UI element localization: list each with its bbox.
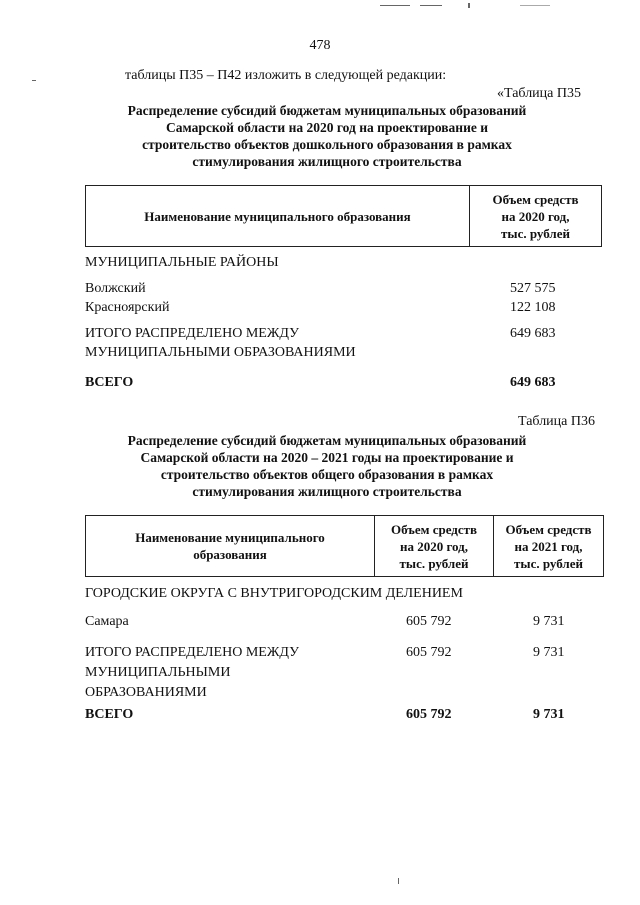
table-p36-title [92, 432, 562, 500]
table-p36-header-2020 [375, 516, 494, 577]
table-p36-header-2021 [494, 516, 604, 577]
table-p35-row-value: 527 575 [510, 281, 556, 296]
header-line: тыс. рублей [514, 555, 583, 571]
table-p35-section: МУНИЦИПАЛЬНЫЕ РАЙОНЫ [85, 255, 279, 270]
table-p36-title-line: Распределение субсидий бюджетам муниципальных образований [127, 433, 527, 448]
table-p35-row-value: 122 108 [510, 300, 556, 315]
header-line: Объем средств [505, 521, 592, 537]
table-p35-title-line: строительство объектов дошкольного образования в рамках [142, 137, 512, 152]
header-line: на 2020 год, [501, 208, 570, 224]
table-p36-subtotal-label [85, 643, 299, 703]
subtotal-line: ОБРАЗОВАНИЯМИ [85, 685, 207, 700]
table-p36-total-value-2020: 605 792 [406, 707, 452, 722]
header-line: Наименование муниципального [135, 530, 325, 545]
table-p35-total-label: ВСЕГО [85, 375, 134, 390]
header-line: тыс. рублей [399, 555, 469, 571]
page-number: 478 [309, 38, 331, 53]
table-p36-title-line: строительство объектов общего образования в рамках [160, 467, 494, 482]
table-p35-subtotal-value: 649 683 [510, 326, 556, 341]
table-p35-title-line: Самарской области на 2020 год на проектирование и [165, 120, 489, 135]
table-p35-header-2020 [470, 186, 602, 247]
subtotal-line: МУНИЦИПАЛЬНЫМИ ОБРАЗОВАНИЯМИ [85, 345, 356, 360]
table-p35-subtotal-label [85, 324, 356, 362]
table-p36-row-name: Самара [85, 614, 129, 629]
table-p36-title-line: стимулирования жилищного строительства [192, 484, 462, 499]
table-p36-subtotal-value-2020: 605 792 [406, 645, 452, 660]
table-p36-section: ГОРОДСКИЕ ОКРУГА С ВНУТРИГОРОДСКИМ ДЕЛЕНИЕМ [85, 586, 463, 601]
subtotal-line: МУНИЦИПАЛЬНЫМИ [85, 665, 231, 680]
table-p35-title-line: стимулирования жилищного строительства [192, 154, 462, 169]
intro-text: таблицы П35 – П42 изложить в следующей редакции: [125, 68, 447, 83]
scan-artifact [468, 3, 470, 8]
scan-artifact [520, 5, 550, 6]
header-line: Объем средств [390, 521, 478, 537]
table-p35-row-name: Волжский [85, 281, 146, 296]
table-p36-ref: Таблица П36 [518, 414, 595, 429]
table-p36-row-value-2021: 9 731 [533, 614, 565, 629]
table-p36-total-value-2021: 9 731 [533, 707, 565, 722]
scan-artifact [380, 5, 410, 6]
scan-artifact [32, 80, 36, 81]
table-p36-title-line: Самарской области на 2020 – 2021 годы на проектирование и [140, 450, 514, 465]
table-p35-header [85, 185, 602, 247]
table-p36-row-value-2020: 605 792 [406, 614, 452, 629]
header-line: на 2020 год, [399, 538, 469, 554]
table-p35-title-line: Распределение субсидий бюджетам муниципальных образований [127, 103, 527, 118]
table-p36-total-label: ВСЕГО [85, 707, 134, 722]
header-line: Объем средств [492, 191, 579, 207]
subtotal-line: ИТОГО РАСПРЕДЕЛЕНО МЕЖДУ [85, 326, 299, 341]
scan-artifact [420, 5, 442, 6]
table-p35-total-value: 649 683 [510, 375, 556, 390]
table-p35-header-name: Наименование муниципального образования [86, 186, 470, 247]
header-line: образования [193, 547, 267, 562]
header-line: тыс. рублей [501, 225, 570, 241]
table-p35-title [92, 102, 562, 170]
header-line: на 2021 год, [514, 538, 583, 554]
table-p36-subtotal-value-2021: 9 731 [533, 645, 565, 660]
subtotal-line: ИТОГО РАСПРЕДЕЛЕНО МЕЖДУ [85, 645, 299, 660]
scan-artifact [398, 878, 399, 884]
table-p36-header [85, 515, 604, 577]
table-p36-header-name [86, 516, 375, 577]
table-p35-row-name: Красноярский [85, 300, 170, 315]
table-p35-ref: «Таблица П35 [497, 86, 581, 101]
